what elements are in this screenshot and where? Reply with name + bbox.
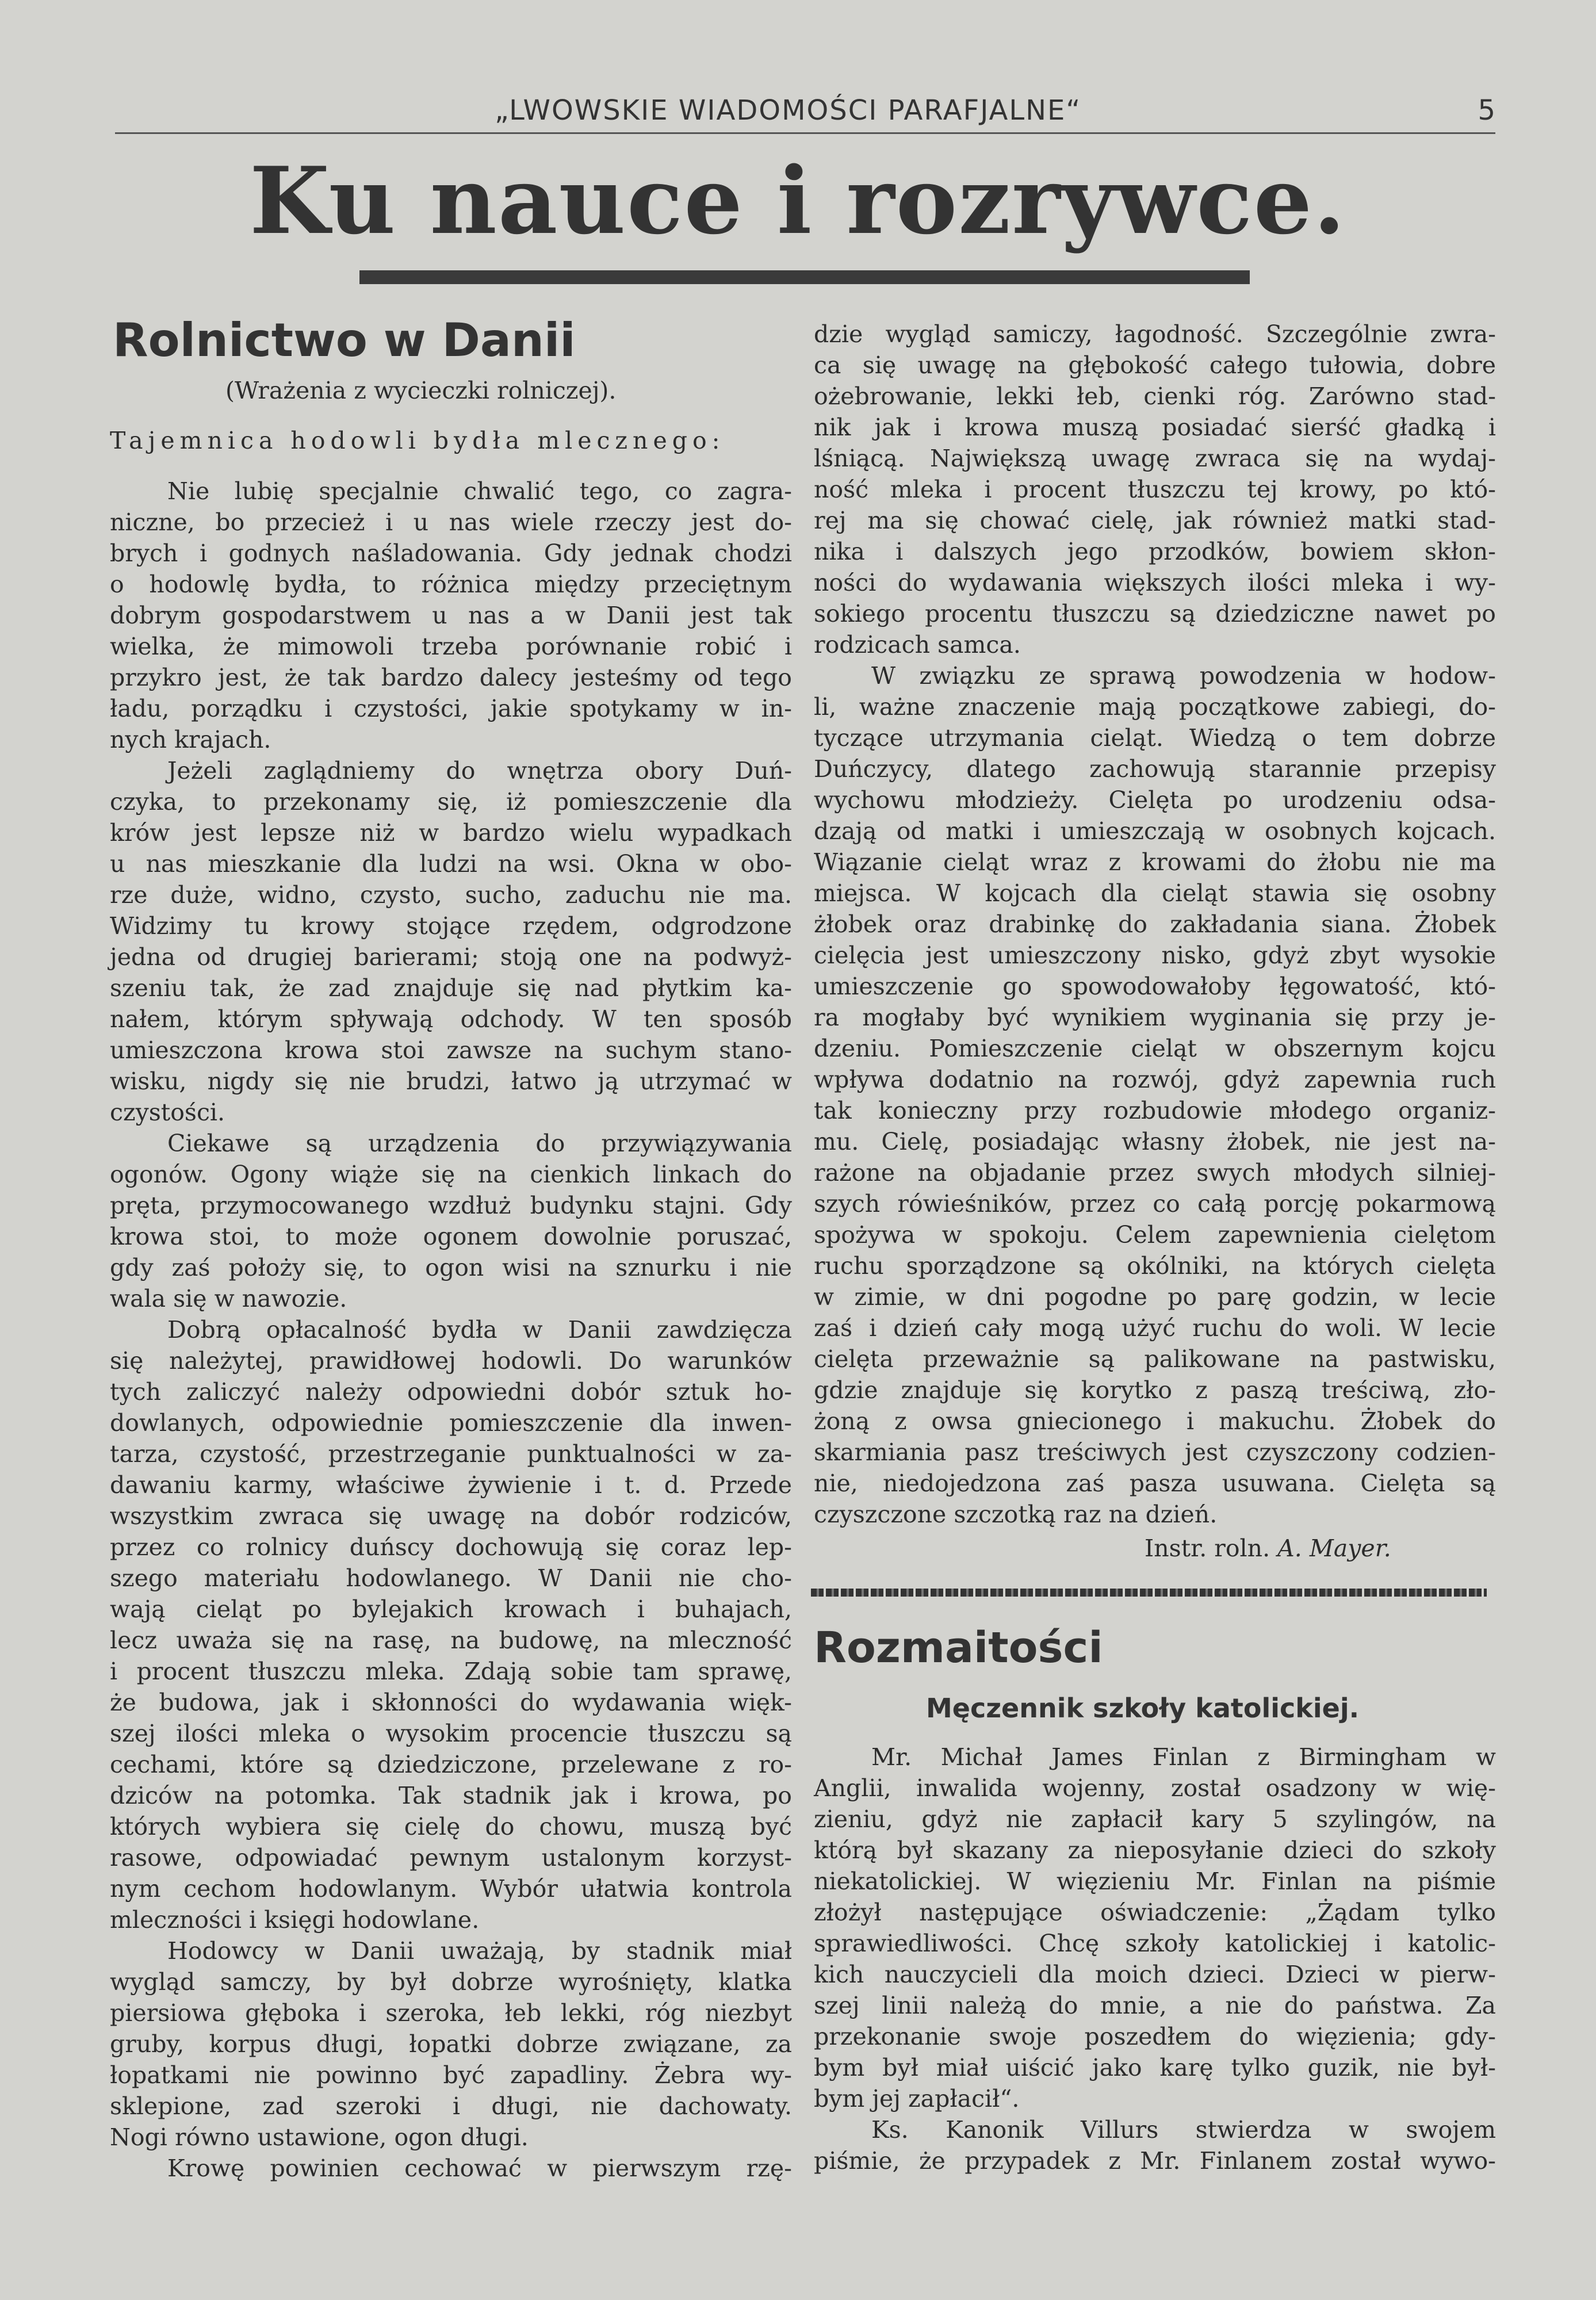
- text-line: Ciekawe są urządzenia do przywiązywania: [167, 1130, 792, 1157]
- text-line: w zimie, w dni pogodne po parę godzin, w lecie: [814, 1283, 1496, 1311]
- text-line: ca się uwagę na głębokość całego tułowia, dobre: [814, 351, 1496, 379]
- text-line: czyszczone szczotką raz na dzień.: [814, 1501, 1218, 1528]
- text-line: miejsca. W kojcach dla cieląt stawia się osobny: [814, 879, 1496, 907]
- text-line: szych rówieśników, przez co całą porcję pokarmową: [814, 1190, 1496, 1218]
- text-line: Krowę powinien cechować w pierwszym rzę-: [167, 2154, 792, 2182]
- ornamental-divider: [811, 1589, 1487, 1597]
- text-line: bym był miał uiścić jako karę tylko guzik, nie był-: [814, 2054, 1496, 2081]
- text-line: czystości.: [110, 1099, 225, 1126]
- text-line: nika i dalszych jego przodków, bowiem skłon-: [814, 538, 1496, 565]
- text-line: nie, niedojedzona zaś pasza usuwana. Cielęta są: [814, 1469, 1496, 1497]
- text-line: szej ilości mleka o wysokim procencie tłuszczu są: [110, 1720, 792, 1747]
- text-line: gruby, korpus długi, łopatki dobrze związane, za: [110, 2030, 792, 2058]
- text-line: sklepione, zad szeroki i długi, nie dachowaty.: [110, 2092, 792, 2120]
- text-line: których wybiera się cielę do chowu, muszą być: [110, 1813, 792, 1840]
- text-line: rażone na objadanie przez swych młodych silniej-: [814, 1159, 1496, 1187]
- page-number: 5: [1478, 94, 1495, 127]
- text-line: rej ma się chować cielę, jak również matki stad-: [814, 507, 1496, 534]
- text-line: W związku ze sprawą powodzenia w hodow-: [871, 662, 1496, 690]
- text-line: przez co rolnicy duńscy dochowują się coraz lep-: [110, 1533, 792, 1561]
- paragraph: [814, 2114, 1496, 2176]
- text-line: Dobrą opłacalność bydła w Danii zawdzięcza: [167, 1316, 792, 1344]
- paragraph: [814, 319, 1496, 660]
- text-line: wają cieląt po bylejakich krowach i buhajach,: [110, 1595, 792, 1623]
- text-line: przekonanie swoje poszedłem do więzienia; gdy-: [814, 2023, 1496, 2050]
- text-line: spożywa w spokoju. Celem zapewnienia cielętom: [814, 1221, 1496, 1249]
- text-line: którą był skazany za nieposyłanie dzieci do szkoły: [814, 1836, 1496, 1864]
- text-line: Nie lubię specjalnie chwalić tego, co zagra-: [167, 477, 792, 505]
- title-rule: [359, 270, 1250, 284]
- text-line: gdy zaś położy się, to ogon wisi na sznurku i nie: [110, 1254, 792, 1281]
- text-line: tych zaliczyć należy odpowiedni dobór sztuk ho-: [110, 1378, 792, 1406]
- text-line: wpływa dodatnio na rozwój, gdyż zapewnia ruch: [814, 1066, 1496, 1093]
- text-line: ruchu sporządzone są okólniki, na których cielęta: [814, 1252, 1496, 1280]
- author-signature: [1145, 1534, 1391, 1562]
- text-line: dzie wygląd samiczy, łagodność. Szczególnie zwra-: [814, 320, 1496, 348]
- text-line: niczne, bo przecież i u nas wiele rzeczy jest do-: [110, 508, 792, 536]
- right-column: [814, 319, 1496, 1530]
- text-line: krów jest lepsze niż w bardzo wielu wypadkach: [110, 819, 792, 847]
- text-line: o hodowlę bydła, to różnica między przeciętnym: [110, 571, 792, 598]
- text-line: zieniu, gdyż nie zapłacił kary 5 szylingów, na: [814, 1805, 1496, 1833]
- text-line: cielęta przeważnie są palikowane na pastwisku,: [814, 1345, 1496, 1373]
- text-line: wala się w nawozie.: [110, 1285, 347, 1312]
- text-line: szeniu tak, że zad znajduje się nad płytkim ka-: [110, 974, 792, 1002]
- text-line: Duńczycy, dlatego zachowują starannie przepisy: [814, 755, 1496, 783]
- text-line: wygląd samczy, by był dobrze wyrośnięty, klatka: [110, 1968, 792, 1996]
- text-line: cechami, które są dziedziczone, przelewane z ro-: [110, 1751, 792, 1778]
- text-line: przykro jest, że tak bardzo dalecy jesteśmy od tego: [110, 664, 792, 691]
- text-line: zaś i dzień cały mogą użyć ruchu do woli. W lecie: [814, 1314, 1496, 1342]
- text-line: wychowu młodzieży. Cielęta po urodzeniu odsa-: [814, 786, 1496, 814]
- text-line: dzają od matki i umieszczają w osobnych kojcach.: [814, 817, 1496, 845]
- text-line: żoną z owsa gniecionego i makuchu. Żłobek do: [814, 1407, 1496, 1435]
- paragraph: [110, 1128, 792, 1314]
- paragraph: [110, 755, 792, 1128]
- text-line: Jeżeli zaglądniemy do wnętrza obory Duń-: [167, 757, 792, 784]
- text-line: pręta, przymocowanego wzdłuż budynku stajni. Gdy: [110, 1192, 792, 1219]
- text-line: Widzimy tu krowy stojące rzędem, odgrodzone: [110, 912, 792, 940]
- text-line: jedna od drugiej barierami; stoją one na podwyż-: [110, 943, 792, 971]
- text-line: ładu, porządku i czystości, jakie spotykamy w in-: [110, 695, 792, 722]
- text-line: mu. Cielę, posiadając własny żłobek, nie jest na-: [814, 1128, 1496, 1155]
- text-line: szego materiału hodowlanego. W Danii nie cho-: [110, 1564, 792, 1592]
- paragraph: [814, 1742, 1496, 2114]
- text-line: kich nauczycieli dla moich dzieci. Dzieci w pierw-: [814, 1961, 1496, 1988]
- text-line: ności do wydawania większych ilości mleka i wy-: [814, 569, 1496, 596]
- text-line: lśniącą. Największą uwagę zwraca się na wydaj-: [814, 445, 1496, 472]
- text-line: rze duże, widno, czysto, sucho, zaduchu nie ma.: [110, 881, 792, 909]
- text-line: Mr. Michał James Finlan z Birmingham w: [871, 1743, 1496, 1771]
- text-line: tyczące utrzymania cieląt. Wiedzą o tem dobrze: [814, 724, 1496, 752]
- text-line: li, ważne znaczenie mają początkowe zabiegi, do-: [814, 693, 1496, 721]
- paragraph: [110, 2153, 792, 2184]
- text-line: ożebrowanie, lekki łeb, cienki róg. Zarówno stad-: [814, 382, 1496, 410]
- text-line: wszystkim zwraca się uwagę na dobór rodziców,: [110, 1502, 792, 1530]
- text-line: ność mleka i procent tłuszczu tej krowy, po któ-: [814, 476, 1496, 503]
- text-line: czyka, to przekonamy się, iż pomieszczenie dla: [110, 788, 792, 816]
- text-line: szej linii należą do mnie, a nie do państwa. Za: [814, 1992, 1496, 2019]
- text-line: mleczności i księgi hodowlane.: [110, 1906, 480, 1934]
- text-line: wisku, nigdy się nie brudzi, łatwo ją utrzymać w: [110, 1067, 792, 1095]
- text-line: sprawiedliwości. Chcę szkoły katolickiej i katolic-: [814, 1930, 1496, 1957]
- text-line: się należytej, prawidłowej hodowli. Do warunków: [110, 1347, 792, 1375]
- text-line: wielka, że mimowoli trzeba porównanie robić i: [110, 633, 792, 660]
- text-line: cielęcia jest umieszczony nisko, gdyż zbyt wysokie: [814, 942, 1496, 969]
- misc-body: [814, 1742, 1496, 2176]
- text-line: Wiązanie cieląt wraz z krowami do żłobu nie ma: [814, 848, 1496, 876]
- text-line: krowa stoi, to może ogonem dowolnie poruszać,: [110, 1223, 792, 1250]
- text-line: rodzicach samca.: [814, 631, 1021, 659]
- text-line: złożył następujące oświadczenie: „Żądam tylko: [814, 1899, 1496, 1926]
- text-line: łopatkami nie powinno być zapadliny. Żebra wy-: [110, 2061, 792, 2089]
- text-line: ra mogłaby być wynikiem wyginania się przy je-: [814, 1004, 1496, 1031]
- text-line: gdzie znajduje się korytko z paszą treściwą, zło-: [814, 1376, 1496, 1404]
- publication-title: „LWOWSKIE WIADOMOŚCI PARAFJALNE“: [495, 94, 1082, 127]
- misc-heading: Rozmaitości: [814, 1623, 1103, 1673]
- left-column: [110, 476, 792, 2184]
- running-header: [115, 92, 1495, 134]
- text-line: bym jej zapłacił“.: [814, 2085, 1020, 2113]
- article-lead: Tajemnica hodowli bydła mlecznego:: [110, 427, 725, 454]
- text-line: piśmie, że przypadek z Mr. Finlanem został wywo-: [814, 2147, 1496, 2175]
- text-line: Nogi równo ustawione, ogon długi.: [110, 2123, 529, 2151]
- paragraph: [110, 1314, 792, 1935]
- text-line: Anglii, inwalida wojenny, został osadzony w wię-: [814, 1774, 1496, 1802]
- text-line: tak konieczny przy rozbudowie młodego organiz-: [814, 1097, 1496, 1124]
- text-line: brych i godnych naśladowania. Gdy jednak chodzi: [110, 539, 792, 567]
- author-title: Instr. roln.: [1145, 1534, 1270, 1562]
- text-line: nik jak i krowa muszą posiadać sierść gładką i: [814, 414, 1496, 441]
- paragraph: [110, 476, 792, 755]
- text-line: nałem, którym spływają odchody. W ten sposób: [110, 1005, 792, 1033]
- text-line: lecz uważa się na rasę, na budowę, na mleczność: [110, 1627, 792, 1654]
- text-line: sokiego procentu tłuszczu są dziedziczne nawet po: [814, 600, 1496, 627]
- text-line: dzeniu. Pomieszczenie cieląt w obszernym kojcu: [814, 1035, 1496, 1062]
- article-subtitle: (Wrażenia z wycieczki rolniczej).: [225, 377, 617, 404]
- paragraph: [814, 660, 1496, 1530]
- text-line: dziców na potomka. Tak stadnik jak i krowa, po: [110, 1782, 792, 1809]
- text-line: u nas mieszkanie dla ludzi na wsi. Okna w obo-: [110, 850, 792, 878]
- text-line: że budowa, jak i skłonności do wydawania więk-: [110, 1689, 792, 1716]
- misc-subheading: Męczennik szkoły katolickiej.: [926, 1693, 1360, 1724]
- text-line: umieszczenie go spowodowałoby łęgowatość, któ-: [814, 973, 1496, 1000]
- text-line: nym cechom hodowlanym. Wybór ułatwia kontrola: [110, 1875, 792, 1903]
- text-line: dowlanych, odpowiednie pomieszczenie dla inwen-: [110, 1409, 792, 1437]
- text-line: piersiowa głęboka i szeroka, łeb lekki, róg niezbyt: [110, 1999, 792, 2027]
- section-title: Ku nauce i rozrywce.: [249, 147, 1347, 255]
- article-heading: Rolnictwo w Danii: [113, 313, 576, 367]
- text-line: rasowe, odpowiadać pewnym ustalonym korzyst-: [110, 1844, 792, 1872]
- text-line: i procent tłuszczu mleka. Zdają sobie tam sprawę,: [110, 1658, 792, 1685]
- text-line: skarmiania pasz treściwych jest czyszczony codzien-: [814, 1438, 1496, 1466]
- text-line: nych krajach.: [110, 726, 271, 753]
- paragraph: [110, 1935, 792, 2153]
- author-name: A. Mayer.: [1277, 1534, 1391, 1562]
- text-line: niekatolickiej. W więzieniu Mr. Finlan na piśmie: [814, 1867, 1496, 1895]
- text-line: dawaniu karmy, właściwe żywienie i t. d. Przede: [110, 1471, 792, 1499]
- text-line: Hodowcy w Danii uważają, by stadnik miał: [167, 1937, 792, 1965]
- text-line: ogonów. Ogony wiąże się na cienkich linkach do: [110, 1161, 792, 1188]
- text-line: Ks. Kanonik Villurs stwierdza w swojem: [871, 2116, 1496, 2144]
- text-line: dobrym gospodarstwem u nas a w Danii jest tak: [110, 602, 792, 629]
- text-line: umieszczona krowa stoi zawsze na suchym stano-: [110, 1036, 792, 1064]
- text-line: tarza, czystość, przestrzeganie punktualności w za-: [110, 1440, 792, 1468]
- text-line: żłobek oraz drabinkę do zakładania siana. Żłobek: [814, 910, 1496, 938]
